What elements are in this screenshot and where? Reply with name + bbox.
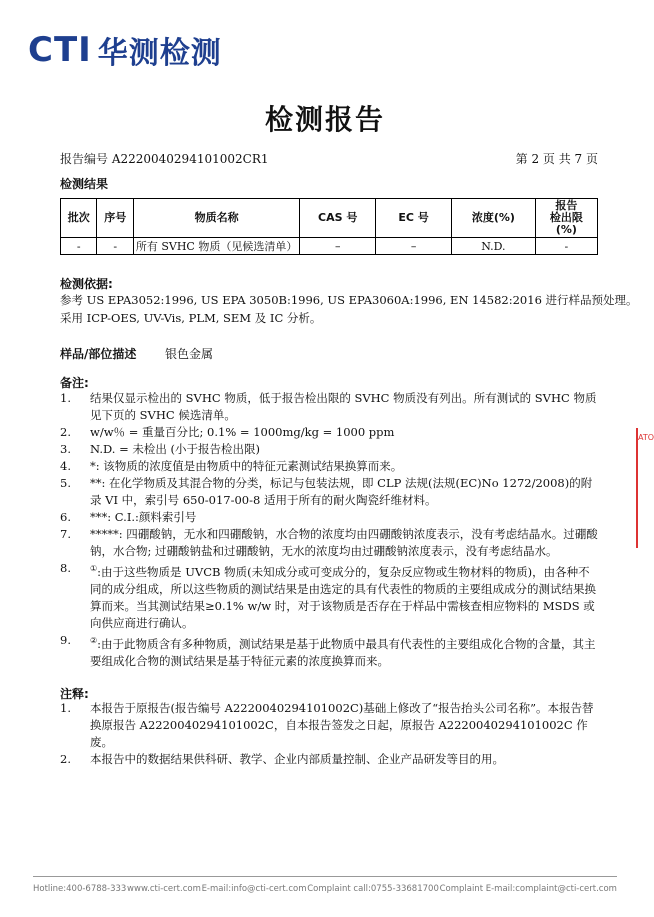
note-number: 9. bbox=[60, 632, 71, 647]
footer bbox=[33, 884, 617, 894]
stamp-text: ATO bbox=[638, 433, 654, 442]
list-item bbox=[60, 441, 600, 458]
note-number: 8. bbox=[60, 561, 71, 575]
note-number: 4. bbox=[60, 459, 71, 473]
note-number: 1. bbox=[60, 391, 71, 405]
logo-chinese: 华测检测 bbox=[97, 36, 222, 71]
note-text-wrap bbox=[90, 632, 600, 670]
list-item bbox=[60, 475, 600, 509]
cell-cas: – bbox=[300, 238, 376, 255]
note-text: **: 在化学物质及其混合物的分类，标记与包装法规，即 CLP 法规(法规(EC)No 1272/2008)的附录 VI 中，索引号 650-017-00-8 适用于所有的耐火陶瓷纤维材料。 bbox=[90, 476, 593, 507]
note-text: *: 该物质的浓度值是由物质中的特征元素测试结果换算而来。 bbox=[90, 459, 403, 473]
note-number: 5. bbox=[60, 476, 71, 490]
footer-website[interactable]: www.cti-cert.com bbox=[127, 884, 201, 894]
header-detection-limit: 报告 检出限 (%) bbox=[535, 199, 597, 238]
note-text: *****: 四硼酸钠，无水和四硼酸钠，水合物的浓度均由四硼酸钠浓度表示，没有考虑结晶水。过硼酸钠，水合物; 过硼酸钠盐和过硼酸钠，无水的浓度均由过硼酸钠浓度表示，没有考虑结晶水。 bbox=[90, 527, 598, 558]
header-substance: 物质名称 bbox=[133, 199, 299, 238]
remarks-list bbox=[60, 390, 600, 670]
list-item bbox=[60, 751, 600, 768]
list-item bbox=[60, 390, 600, 424]
note-superscript: ② bbox=[90, 635, 98, 645]
annotation-text: 本报告中的数据结果供科研、教学、企业内部质量控制、企业产品研发等目的用。 bbox=[90, 752, 504, 766]
list-item bbox=[60, 424, 600, 441]
note-text: N.D. = 未检出 (小于报告检出限) bbox=[90, 442, 261, 456]
annotation-text: 本报告于原报告(报告编号 A2220040294101002C)基础上修改了“报告抬头公司名称”。本报告替换原报告 A2220040294101002C，自本报告签发之日起，原报告 A2220040294101002C 作废。 bbox=[90, 701, 594, 749]
basis-line-1: 参考 US EPA3052:1996, US EPA 3050B:1996, US EPA3060A:1996, EN 14582:2016 进行样品预处理。 bbox=[60, 293, 638, 307]
results-table bbox=[60, 198, 598, 255]
note-number: 7. bbox=[60, 527, 71, 541]
note-superscript: ① bbox=[90, 564, 98, 573]
annotations-list bbox=[60, 700, 600, 768]
footer-complaint-call: Complaint call:0755-33681700 bbox=[307, 884, 439, 894]
note-text: :由于此物质含有多种物质，测试结果是基于此物质中最具有代表性的主要组成化合物的含量，其主要组成化合物的测试结果是基于特征元素的浓度换算而来。 bbox=[90, 636, 596, 668]
table-header-row bbox=[61, 199, 598, 238]
cell-concentration: N.D. bbox=[451, 238, 535, 255]
header-ec: EC 号 bbox=[376, 199, 452, 238]
company-logo bbox=[28, 28, 222, 72]
list-item bbox=[60, 458, 600, 475]
table-row bbox=[61, 238, 598, 255]
list-item bbox=[60, 526, 600, 560]
list-item bbox=[60, 632, 600, 670]
header-concentration: 浓度(%) bbox=[451, 199, 535, 238]
annotation-number: 1. bbox=[60, 701, 71, 715]
note-text: :由于这些物质是 UVCB 物质(未知成分或可变成分的，复杂反应物或生物材料的物质)，由各种不同的成分组成，所以这些物质的测试结果是由选定的具有代表性的物质的主要组成成分的测试结果换算而来。当其测试结果≥0.1% w/w 时，对于该物质是否存在于样品中需核查相应物料的 MSDS 或向供应商进行确认。 bbox=[90, 564, 596, 630]
note-text: w/w％ = 重量百分比; 0.1% = 1000mg/kg = 1000 ppm bbox=[90, 425, 395, 439]
footer-hotline: Hotline:400-6788-333 bbox=[33, 884, 127, 894]
cell-substance: 所有 SVHC 物质（见候选清单） bbox=[133, 238, 299, 255]
cell-detection-limit: - bbox=[535, 238, 597, 255]
note-text: 结果仅显示检出的 SVHC 物质，低于报告检出限的 SVHC 物质没有列出。所有测试的 SVHC 物质见下页的 SVHC 候选清单。 bbox=[90, 391, 597, 422]
sample-label: 样品/部位描述 bbox=[60, 347, 137, 361]
results-label: 检测结果 bbox=[60, 177, 109, 191]
page-info: 第 2 页 共 7 页 bbox=[515, 152, 598, 166]
logo-latin: CTI bbox=[28, 30, 92, 70]
side-stamp bbox=[636, 428, 652, 548]
list-item bbox=[60, 509, 600, 526]
annotation-number: 2. bbox=[60, 752, 71, 766]
note-number: 2. bbox=[60, 425, 71, 439]
test-basis bbox=[60, 291, 638, 327]
remarks-label: 备注: bbox=[60, 376, 89, 390]
header-batch: 批次 bbox=[61, 199, 97, 238]
annotations-label: 注释: bbox=[60, 687, 89, 701]
header-seq: 序号 bbox=[97, 199, 133, 238]
cell-batch: - bbox=[61, 238, 97, 255]
list-item bbox=[60, 560, 600, 632]
note-text: ***: C.I.:颜料索引号 bbox=[90, 510, 197, 524]
list-item bbox=[60, 700, 600, 751]
document-title: 检测报告 bbox=[264, 103, 385, 136]
basis-label: 检测依据: bbox=[60, 277, 113, 291]
sample-value: 银色金属 bbox=[165, 347, 214, 361]
note-number: 3. bbox=[60, 442, 71, 456]
footer-complaint-email[interactable]: Complaint E-mail:complaint@cti-cert.com bbox=[439, 884, 617, 894]
report-number: 报告编号 A2220040294101002CR1 bbox=[60, 152, 269, 166]
footer-email[interactable]: E-mail:info@cti-cert.com bbox=[201, 884, 307, 894]
footer-divider bbox=[33, 876, 617, 877]
note-text-wrap bbox=[90, 560, 600, 632]
header-cas: CAS 号 bbox=[300, 199, 376, 238]
cell-ec: – bbox=[376, 238, 452, 255]
note-number: 6. bbox=[60, 510, 71, 524]
basis-line-2: 采用 ICP-OES, UV-Vis, PLM, SEM 及 IC 分析。 bbox=[60, 311, 322, 325]
cell-seq: - bbox=[97, 238, 133, 255]
